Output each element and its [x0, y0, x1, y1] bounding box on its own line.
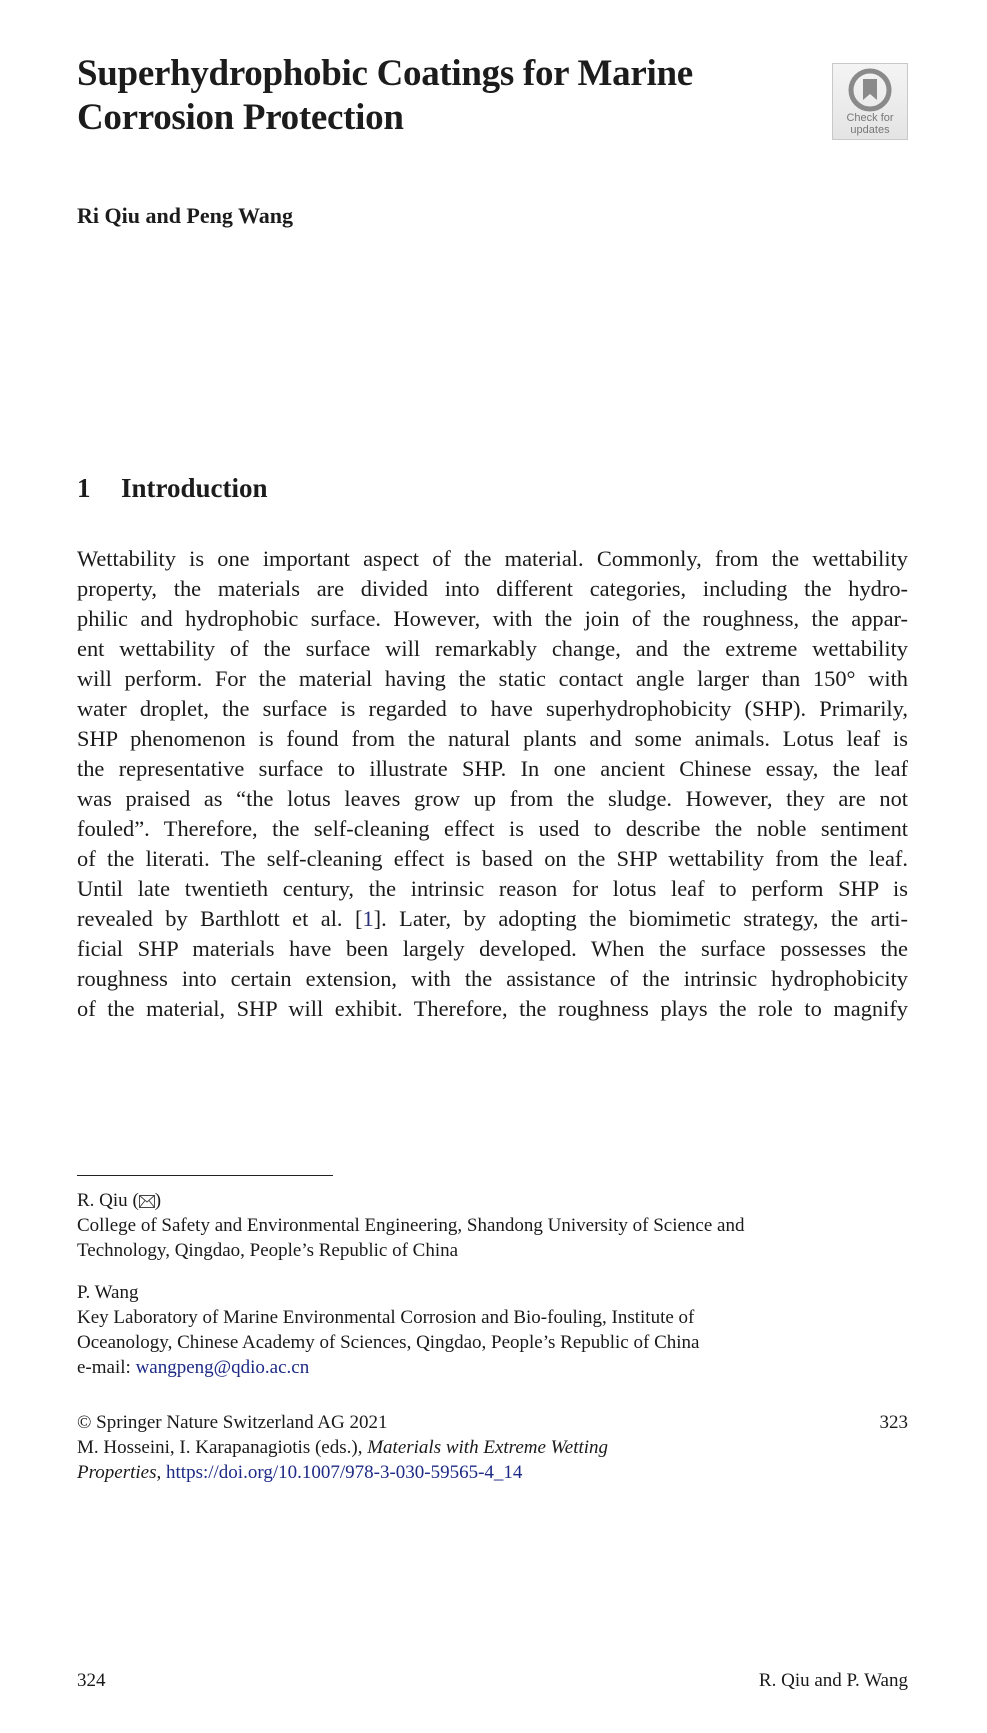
footnote-author-2: [77, 1280, 927, 1380]
body-line: Wettability is one important aspect of the material. Commonly, from the wettability: [77, 546, 908, 571]
body-line: water droplet, the surface is regarded to have superhydrophobicity (SHP). Primarily,: [77, 696, 908, 721]
body-line: of the material, SHP will exhibit. Therefore, the roughness plays the role to magnify: [77, 996, 908, 1021]
body-line: the representative surface to illustrate SHP. In one ancient Chinese essay, the leaf: [77, 756, 908, 781]
body-line: ent wettability of the surface will remarkably change, and the extreme wettability: [77, 636, 908, 661]
email-link[interactable]: wangpeng@qdio.ac.cn: [135, 1357, 310, 1378]
citation-row: [77, 1435, 908, 1460]
author-list: Ri Qiu and Peng Wang: [77, 203, 293, 228]
body-line: SHP phenomenon is found from the natural plants and some animals. Lotus leaf is: [77, 726, 908, 751]
section-title: Introduction: [121, 473, 268, 503]
copyright-row: [77, 1410, 908, 1435]
envelope-icon[interactable]: [139, 1195, 155, 1208]
first-page-number: 323: [879, 1412, 908, 1433]
doi-row: Properties, https://doi.org/10.1007/978-3-030-59565-4_14: [77, 1462, 523, 1483]
copyright-block: [77, 1410, 908, 1485]
footnote-divider: [77, 1175, 333, 1176]
body-line: ficial SHP materials have been largely developed. When the surface possesses the: [77, 936, 908, 961]
section-heading: [77, 473, 268, 504]
copyright-text: © Springer Nature Switzerland AG 2021: [77, 1412, 388, 1433]
citation-link[interactable]: 1: [362, 906, 374, 931]
author-1-name: R. Qiu: [77, 1190, 128, 1211]
footnote-author-1: [77, 1188, 927, 1263]
page-number: 324: [77, 1670, 106, 1691]
body-line: philic and hydrophobic surface. However, with the join of the roughness, the appar-: [77, 606, 908, 631]
body-line: of the literati. The self-cleaning effect is based on the SHP wettability from the leaf.: [77, 846, 908, 871]
bookmark-circle-icon: [848, 68, 892, 112]
page-footer: [77, 1670, 908, 1692]
body-paragraph: [77, 544, 908, 1024]
body-line: roughness into certain extension, with the assistance of the intrinsic hydrophobicity: [77, 966, 908, 991]
author-2-email-row: [77, 1355, 927, 1380]
author-1-affiliation-line: College of Safety and Environmental Engineering, Shandong University of Science and: [77, 1215, 745, 1236]
body-line: was praised as “the lotus leaves grow up from the sludge. However, they are not: [77, 786, 908, 811]
book-title: Materials with Extreme Wetting: [367, 1437, 609, 1458]
book-title-cont: Properties: [77, 1462, 157, 1483]
author-1-name-row: R. Qiu ( ): [77, 1190, 162, 1211]
author-2-affiliation-line: Oceanology, Chinese Academy of Sciences, Qingdao, People’s Republic of China: [77, 1332, 700, 1353]
doi-link[interactable]: https://doi.org/10.1007/978-3-030-59565-4_14: [166, 1462, 523, 1483]
cite-before: revealed by Barthlott et al. [: [77, 906, 363, 931]
body-line: property, the materials are divided into different categories, including the hydro-: [77, 576, 908, 601]
title-line-2: Corrosion Protection: [77, 97, 404, 138]
check-for-updates-badge[interactable]: [832, 63, 908, 140]
badge-line-2: updates: [850, 124, 890, 136]
author-2-name: P. Wang: [77, 1282, 139, 1303]
body-line: fouled”. Therefore, the self-cleaning effect is used to describe the noble sentiment: [77, 816, 908, 841]
cite-after: ]. Later, by adopting the biomimetic strategy, the arti-: [373, 906, 908, 931]
author-2-affiliation-line: Key Laboratory of Marine Environmental Corrosion and Bio-fouling, Institute of: [77, 1307, 695, 1328]
running-head: R. Qiu and P. Wang: [758, 1670, 908, 1691]
author-1-affiliation-line: Technology, Qingdao, People’s Republic of China: [77, 1240, 459, 1261]
email-label: e-mail:: [77, 1357, 136, 1378]
paper-title: [77, 52, 817, 140]
body-line-with-citation: [77, 904, 908, 934]
body-line: will perform. For the material having the static contact angle larger than 150° with: [77, 666, 908, 691]
editors: M. Hosseini, I. Karapanagiotis (eds.),: [77, 1437, 368, 1458]
section-number: 1: [77, 473, 91, 503]
badge-line-1: Check for: [846, 112, 894, 124]
body-line: Until late twentieth century, the intrinsic reason for lotus leaf to perform SHP is: [77, 876, 908, 901]
title-line-1: Superhydrophobic Coatings for Marine: [77, 53, 693, 94]
